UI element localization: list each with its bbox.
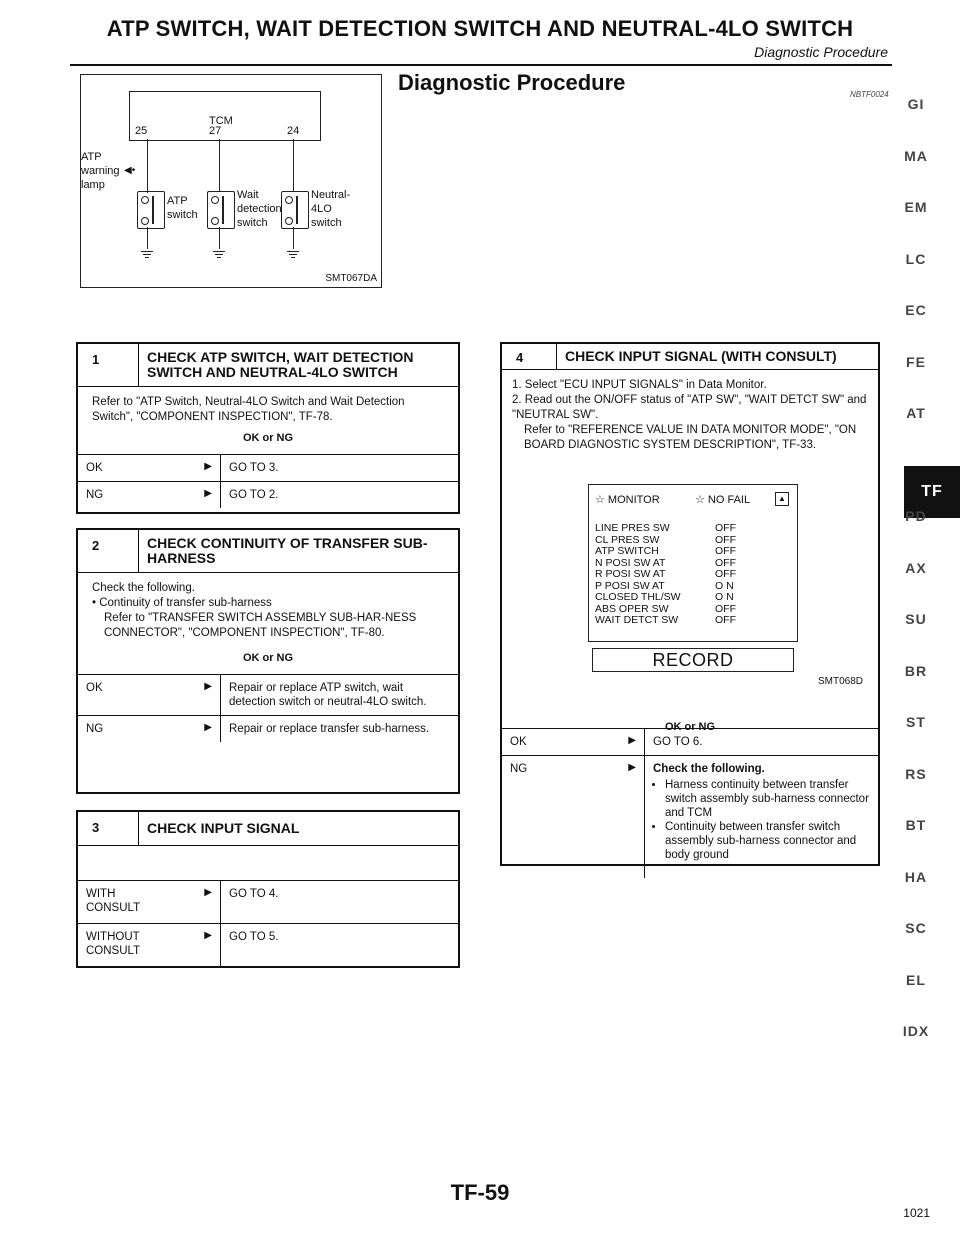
monitor-item-value: OFF — [715, 614, 736, 626]
ng-item: • Continuity between transfer switch assembly sub-harness connector and body ground — [665, 820, 870, 862]
step-2-header — [78, 530, 458, 573]
arrow-right-icon: ▶ — [204, 488, 212, 499]
tab-sc[interactable]: SC — [905, 920, 927, 936]
result-row — [78, 481, 458, 508]
monitor-code: SMT068D — [818, 676, 864, 687]
result-label: OK — [86, 462, 103, 474]
wait-switch-label-2: detection — [237, 203, 282, 215]
pin-25: 25 — [135, 125, 148, 137]
monitor-item-name: LINE PRES SW — [595, 522, 670, 534]
result-value — [644, 756, 878, 878]
scroll-up-icon: ▲ — [775, 492, 789, 506]
record-button: RECORD — [592, 648, 794, 672]
result-label: NG — [86, 723, 104, 735]
ground-wire-3 — [293, 227, 294, 249]
wait-detection-switch-icon — [207, 191, 235, 229]
reference-code: NBTF0024 — [850, 90, 889, 99]
wiring-diagram — [80, 74, 382, 288]
result-row — [78, 674, 458, 715]
result-value: GO TO 4. — [220, 881, 458, 923]
lamp-label-3: lamp — [81, 179, 105, 191]
arrow-right-icon: ▶ — [628, 735, 636, 746]
atp-switch-label-2: switch — [167, 209, 198, 221]
ng-heading: Check the following. — [653, 763, 765, 775]
monitor-label: ☆ MONITOR — [595, 494, 660, 506]
wire-27 — [219, 139, 220, 191]
step-1-header — [78, 344, 458, 387]
result-value: GO TO 5. — [220, 924, 458, 966]
tcm-label: TCM — [209, 115, 233, 127]
monitor-item-name: CL PRES SW — [595, 533, 660, 546]
tab-em[interactable]: EM — [904, 199, 928, 215]
step-title: CHECK CONTINUITY OF TRANSFER SUB-HARNESS — [147, 535, 428, 566]
result-value: GO TO 6. — [644, 729, 878, 755]
step-body — [78, 387, 458, 454]
lamp-label-1: ATP — [81, 151, 102, 163]
tab-st[interactable]: ST — [906, 714, 926, 730]
lamp-label-2: warning — [81, 165, 120, 177]
result-label: NG — [510, 763, 528, 775]
page-subtitle: Diagnostic Procedure — [754, 44, 888, 60]
neutral-switch-label-2: 4LO — [311, 203, 332, 215]
arrow-right-icon: ▶ — [204, 681, 212, 692]
wire-25 — [147, 139, 148, 175]
step-title: CHECK INPUT SIGNAL — [147, 820, 300, 836]
pin-27: 27 — [209, 125, 222, 137]
tab-tf[interactable]: TF — [904, 466, 960, 518]
tab-bt[interactable]: BT — [905, 817, 927, 833]
result-value: Repair or replace ATP switch, wait detection switch or neutral-4LO switch. — [220, 675, 458, 715]
pin-24: 24 — [287, 125, 300, 137]
step-title: CHECK INPUT SIGNAL (WITH CONSULT) — [565, 348, 837, 364]
monitor-item-name: P POSI SW AT — [595, 579, 665, 592]
lamp-arrow-icon: ◀• — [124, 165, 136, 176]
monitor-item-name: R POSI SW AT — [595, 568, 666, 580]
result-row — [78, 715, 458, 742]
ground-icon — [213, 251, 225, 259]
ok-or-ng: OK or NG — [242, 652, 294, 664]
atp-switch-icon — [137, 191, 165, 229]
result-value: Repair or replace transfer sub-harness. — [220, 716, 458, 742]
tab-pd[interactable]: PD — [905, 508, 927, 524]
step-1-box — [76, 342, 460, 514]
step-text: 1. Select "ECU INPUT SIGNALS" in Data Monitor. — [512, 379, 767, 391]
page-number: TF-59 — [450, 1180, 510, 1205]
monitor-item-name: CLOSED THL/SW — [595, 591, 681, 603]
tab-idx[interactable]: IDX — [902, 1023, 930, 1039]
ok-or-ng: OK or NG — [242, 432, 294, 444]
step-text: Refer to "TRANSFER SWITCH ASSEMBLY SUB-HAR-NESS CONNECTOR", "COMPONENT INSPECTION", TF-80. — [104, 612, 417, 639]
neutral-switch-label-3: switch — [311, 217, 342, 229]
tab-ma[interactable]: MA — [904, 147, 928, 164]
step-number: 2 — [78, 530, 139, 572]
step-4-header — [502, 344, 878, 370]
diagram-code: SMT067DA — [325, 273, 377, 284]
result-row — [78, 454, 458, 481]
result-label: WITH CONSULT — [86, 888, 141, 914]
step-text: Check the following. — [92, 582, 195, 594]
section-title: Diagnostic Procedure — [398, 70, 626, 95]
result-label: WITHOUT CONSULT — [86, 931, 141, 957]
step-text: • Continuity of transfer sub-harness — [92, 597, 272, 609]
result-label: NG — [86, 489, 104, 501]
wire-25b — [147, 171, 148, 193]
monitor-item-name: ATP SWITCH — [595, 545, 659, 557]
tab-fe[interactable]: FE — [906, 353, 926, 370]
tab-gi[interactable]: GI — [907, 96, 925, 112]
arrow-right-icon: ▶ — [628, 762, 636, 773]
tab-br[interactable]: BR — [904, 662, 928, 679]
tab-rs[interactable]: RS — [905, 765, 927, 782]
monitor-item-name: N POSI SW AT — [595, 556, 666, 569]
result-value: GO TO 2. — [220, 482, 458, 508]
step-2-box — [76, 528, 460, 794]
ground-icon — [287, 251, 299, 259]
step-3-box — [76, 810, 460, 968]
monitor-item-value: O N — [715, 591, 734, 603]
monitor-item-value: OFF — [715, 556, 736, 569]
step-body — [78, 846, 458, 880]
result-row — [502, 755, 878, 878]
monitor-item-name: WAIT DETCT SW — [595, 614, 679, 626]
result-value: GO TO 3. — [220, 455, 458, 481]
page-title: ATP SWITCH, WAIT DETECTION SWITCH AND NEUTRAL-4LO SWITCH — [106, 16, 854, 41]
monitor-item-value: OFF — [715, 602, 736, 615]
atp-switch-label-1: ATP — [167, 195, 188, 207]
step-text: 2. Read out the ON/OFF status of "ATP SW", "WAIT DETCT SW" and "NEUTRAL SW". — [512, 394, 867, 421]
wait-switch-label-3: switch — [237, 217, 268, 229]
result-row — [78, 923, 458, 966]
arrow-right-icon: ▶ — [204, 722, 212, 733]
result-row — [78, 880, 458, 923]
tab-ax[interactable]: AX — [905, 559, 927, 576]
result-label: OK — [86, 682, 103, 694]
ng-item: • Harness continuity between transfer switch assembly sub-harness connector and TCM — [665, 778, 870, 820]
step-3-header — [78, 812, 458, 846]
no-fail-label: ☆ NO FAIL — [695, 494, 751, 506]
tab-ha[interactable]: HA — [904, 868, 928, 885]
header-rule — [70, 64, 892, 66]
tab-lc[interactable]: LC — [905, 250, 927, 267]
wait-switch-label-1: Wait — [237, 189, 259, 201]
arrow-right-icon: ▶ — [204, 887, 212, 898]
neutral-switch-label-1: Neutral- — [311, 189, 351, 201]
ground-wire-1 — [147, 227, 148, 249]
monitor-header — [595, 493, 791, 509]
tab-ec[interactable]: EC — [905, 302, 927, 318]
neutral-4lo-switch-icon — [281, 191, 309, 229]
ground-wire-2 — [219, 227, 220, 249]
sheet-number: 1021 — [903, 1206, 930, 1220]
data-monitor-screen — [588, 484, 798, 642]
monitor-item-value: OFF — [715, 533, 736, 546]
step-title: CHECK ATP SWITCH, WAIT DETECTION SWITCH AND NEUTRAL-4LO SWITCH — [147, 349, 414, 380]
monitor-item-name: ABS OPER SW — [595, 602, 669, 615]
monitor-item-value: OFF — [715, 545, 736, 557]
monitor-item-value: OFF — [715, 522, 736, 534]
arrow-right-icon: ▶ — [204, 930, 212, 941]
tab-at[interactable]: AT — [906, 405, 926, 421]
monitor-item-value: OFF — [715, 568, 736, 580]
tab-su[interactable]: SU — [905, 611, 927, 627]
step-text: Refer to "REFERENCE VALUE IN DATA MONITOR MODE", "ON BOARD DIAGNOSTIC SYSTEM DESCRIPTION", TF-33. — [524, 424, 857, 451]
wire-24 — [293, 139, 294, 191]
tab-el[interactable]: EL — [906, 971, 926, 988]
step-body — [78, 573, 458, 674]
ok-or-ng: OK or NG — [664, 721, 716, 733]
monitor-item-value: O N — [715, 579, 734, 592]
step-number: 4 — [502, 344, 557, 369]
ground-icon — [141, 251, 153, 259]
step-number: 3 — [78, 812, 139, 845]
result-label: OK — [510, 736, 527, 748]
step-number: 1 — [78, 344, 139, 386]
arrow-right-icon: ▶ — [204, 461, 212, 472]
step-text: Refer to "ATP Switch, Neutral-4LO Switch and Wait Detection Switch", "COMPONENT INSPECTION", TF-78. — [92, 396, 405, 423]
